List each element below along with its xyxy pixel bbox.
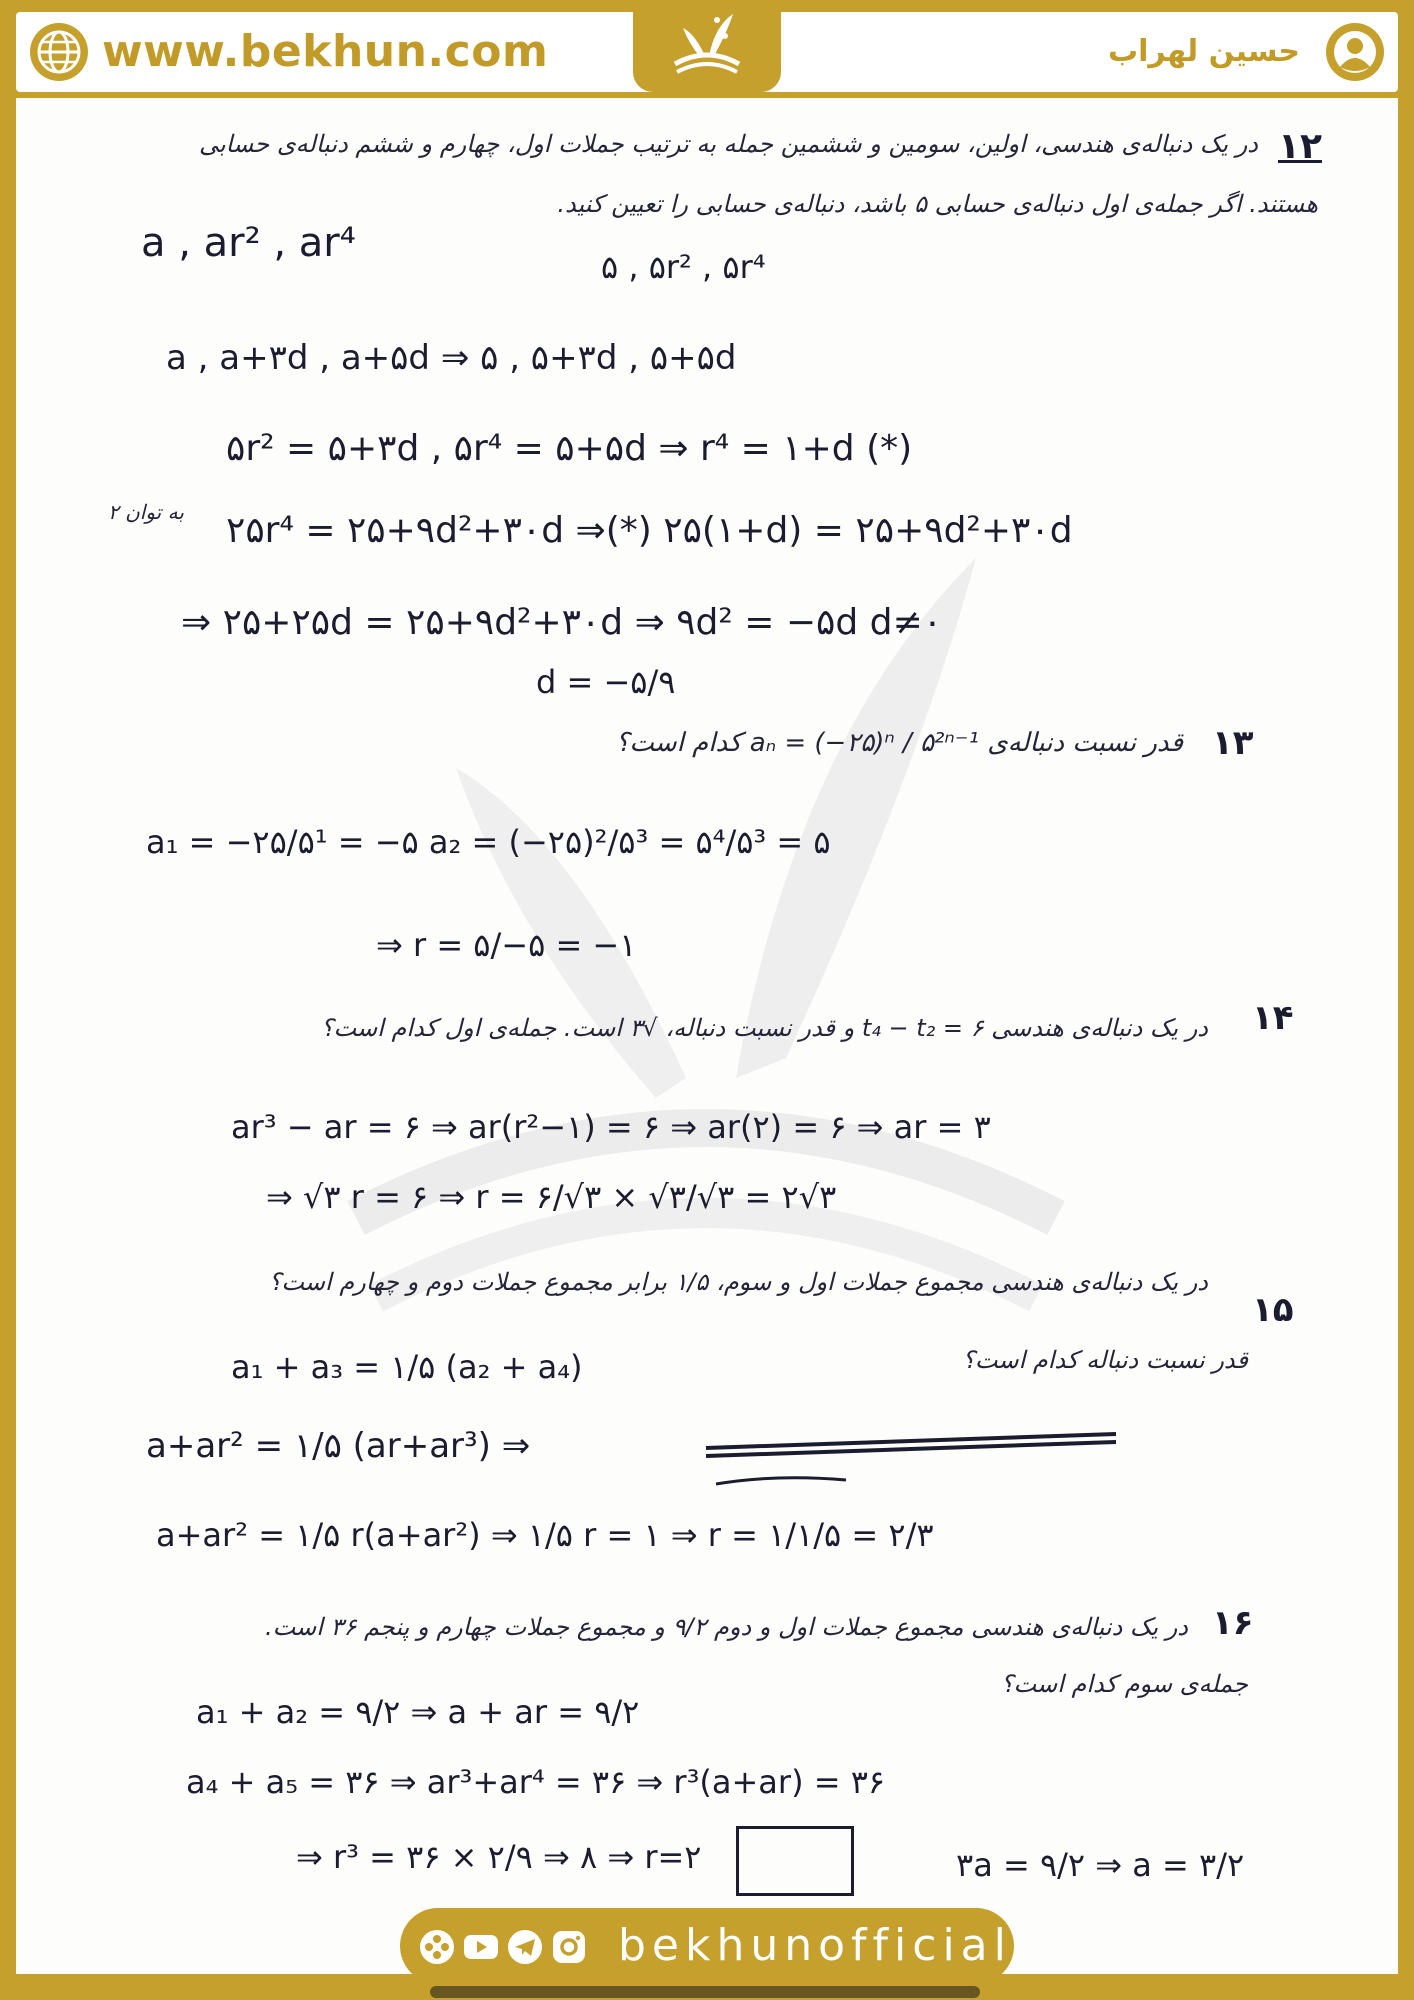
- globe-icon[interactable]: [28, 21, 90, 83]
- q14-equation: ar³ − ar = ۶ ⇒ ar(r²−۱) = ۶ ⇒ ar(۲) = ۶ ⇒ ar = ۳: [231, 1108, 991, 1146]
- q12-side-note: به توان ۲: [108, 500, 184, 524]
- q15-setup: a₁ + a₃ = ۱/۵ (a₂ + a₄): [231, 1348, 583, 1386]
- q12-geometric-terms: a , ar² , ar⁴: [141, 220, 356, 266]
- q16-first-term: ۳a = ۹/۲ ⇒ a = ۳/۲: [956, 1846, 1245, 1884]
- q16-first-equation: a₁ + a₂ = ۹/۲ ⇒ a + ar = ۹/۲: [196, 1693, 640, 1731]
- q13-number: ۱۳: [1212, 723, 1254, 763]
- q12-text-line1: در یک دنباله‌ی هندسی، اولین، سومین و ششمین جمله به ترتیب جملات اول، چهارم و ششم دنباله‌ی حسابی: [199, 130, 1258, 158]
- q12-text-line2: هستند. اگر جمله‌ی اول دنباله‌ی حسابی ۵ باشد، دنباله‌ی حسابی را تعیین کنید.: [557, 190, 1318, 218]
- brand-logo[interactable]: [633, 0, 781, 92]
- q15-number: ۱۵: [1252, 1290, 1294, 1330]
- q12-answer: d = −۵/۹: [536, 663, 676, 701]
- author-name: حسین لهراب: [1108, 34, 1300, 69]
- site-url[interactable]: www.bekhun.com: [102, 26, 549, 77]
- q16-second-equation: a₄ + a₅ = ۳۶ ⇒ ar³+ar⁴ = ۳۶ ⇒ r³(a+ar) = ۳۶: [186, 1763, 886, 1801]
- book-logo-icon: [655, 6, 759, 86]
- user-icon: [1324, 21, 1386, 83]
- q12-simplified: ⇒ ۲۵+۲۵d = ۲۵+۹d²+۳۰d ⇒ ۹d² = −۵d d≠۰: [181, 602, 943, 643]
- telegram-icon[interactable]: [506, 1928, 544, 1966]
- q16-question-line2: جمله‌ی سوم کدام است؟: [1000, 1670, 1248, 1698]
- q14-question: در یک دنباله‌ی هندسی t₄ − t₂ = ۶ و قدر نسبت دنباله، √۳ است. جمله‌ی اول کدام است؟: [320, 1014, 1208, 1042]
- youtube-icon[interactable]: [462, 1928, 500, 1966]
- q13-question: قدر نسبت دنباله‌ی aₙ = (−۲۵)ⁿ / ۵²ⁿ⁻¹ کدام است؟: [615, 728, 1183, 758]
- q12-equations: ۵r² = ۵+۳d , ۵r⁴ = ۵+۵d ⇒ r⁴ = ۱+d (*): [226, 428, 913, 469]
- film-icon[interactable]: [418, 1928, 456, 1966]
- q14-answer: ⇒ √۳ r = ۶ ⇒ r = ۶/√۳ × √۳/√۳ = ۲√۳: [266, 1178, 837, 1216]
- handwritten-page: [16, 98, 1398, 1974]
- q12-number: ۱۲: [1278, 126, 1322, 167]
- q16-boxed-answer: [736, 1826, 854, 1896]
- q16-number: ۱۶: [1212, 1603, 1254, 1643]
- q12-geometric-terms-substituted: ۵ , ۵r² , ۵r⁴: [601, 248, 766, 286]
- q15-expansion: a+ar² = ۱/۵ (ar+ar³) ⇒: [146, 1426, 531, 1466]
- q13-terms: a₁ = −۲۵/۵¹ = −۵ a₂ = (−۲۵)²/۵³ = ۵⁴/۵³ = ۵: [146, 823, 831, 861]
- q15-answer: a+ar² = ۱/۵ r(a+ar²) ⇒ ۱/۵ r = ۱ ⇒ r = ۱/۱/۵ = ۲/۳: [156, 1516, 934, 1554]
- instagram-icon[interactable]: [550, 1928, 588, 1966]
- social-handle[interactable]: bekhunofficial: [618, 1920, 1012, 1971]
- q13-answer: ⇒ r = ۵/−۵ = −۱: [376, 926, 637, 964]
- q15-question-line2: قدر نسبت دنباله کدام است؟: [962, 1346, 1248, 1374]
- q16-ratio-result: ⇒ r³ = ۳۶ × ۲/۹ ⇒ ۸ ⇒ r=۲: [296, 1838, 702, 1876]
- footer-social-bar: [400, 1908, 1014, 1984]
- footer-shadow: [430, 1986, 980, 1998]
- q15-crossed-out-work: [696, 1414, 1136, 1494]
- social-icons: [418, 1928, 588, 1966]
- q16-question-line1: در یک دنباله‌ی هندسی مجموع جملات اول و دوم ۹/۲ و مجموع جملات چهارم و پنجم ۳۶ است.: [264, 1613, 1188, 1641]
- q14-number: ۱۴: [1252, 998, 1294, 1038]
- q12-squared-equation: ۲۵r⁴ = ۲۵+۹d²+۳۰d ⇒(*) ۲۵(۱+d) = ۲۵+۹d²+۳۰d: [226, 510, 1073, 551]
- q12-arithmetic-terms: a , a+۳d , a+۵d ⇒ ۵ , ۵+۳d , ۵+۵d: [166, 338, 737, 378]
- q15-question-line1: در یک دنباله‌ی هندسی مجموع جملات اول و سوم، ۱/۵ برابر مجموع جملات دوم و چهارم است؟: [268, 1268, 1208, 1296]
